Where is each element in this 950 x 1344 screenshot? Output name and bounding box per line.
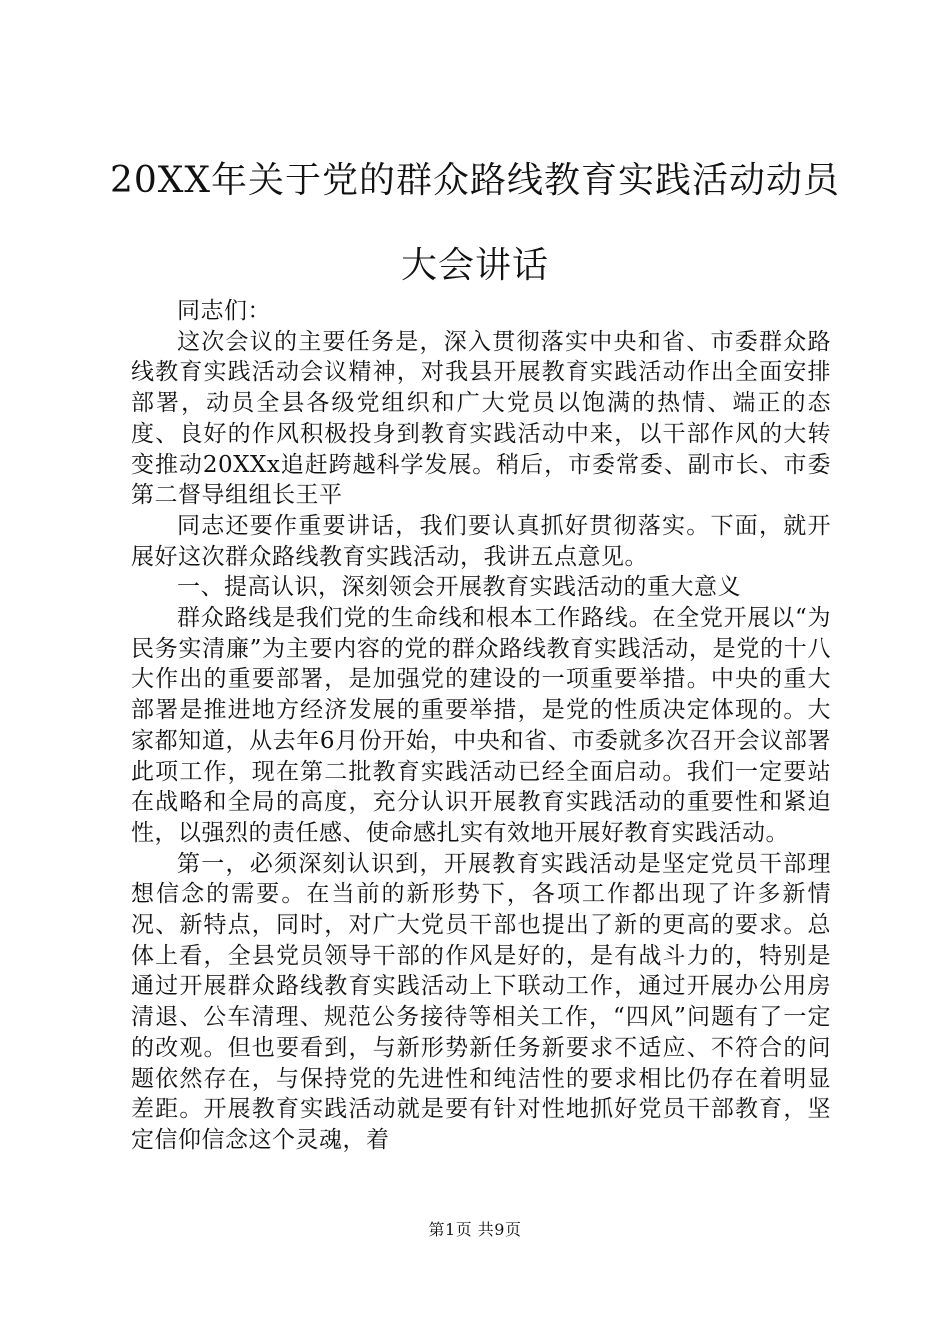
document-title-line-2: 大会讲话 [400,245,549,286]
body-paragraph: 第一，必须深刻认识到，开展教育实践活动是坚定党员干部理想信念的需要。在当前的新形势下，各项工作都出现了许多新情况、新特点，同时，对广大党员干部也提出了新的更高的要求。总体上看，全县党员领导干部的作风是好的，是有战斗力的，特别是通过开展群众路线教育实践活动上下联动工作，通过开展办公用房清退、公车清理、规范公务接待等相关工作，“四风”问题有了一定的改观。但也要看到，与新形势新任务新要求不适应、不符合的问题依然存在，与保持党的先进性和纯洁性的要求相比仍存在着明显差距。开展教育实践活动就是要有针对性地抓好党员干部教育，坚定信仰信念这个灵魂，着 [131,850,831,1153]
body-paragraph: 这次会议的主要任务是，深入贯彻落实中央和省、市委群众路线教育实践活动会议精神，对我县开展教育实践活动作出全面安排部署，动员全县各级党组织和广大党员以饱满的热情、端正的态度、良好的作风积极投身到教育实践活动中来，以干部作风的大转变推动20XXx追赶跨越科学发展。稍后，市委常委、副市长、市委第二督导组组长王平 [131,328,831,509]
document-body [131,296,831,1156]
body-paragraph: 群众路线是我们党的生命线和根本工作路线。在全党开展以“为民务实清廉”为主要内容的党的群众路线教育实践活动，是党的十八大作出的重要部署，是加强党的建设的一项重要举措。中央的重大部署是推进地方经济发展的重要举措，是党的性质决定体现的。大家都知道，从去年6月份开始，中央和省、市委就多次召开会议部署此项工作，现在第二批教育实践活动已经全面启动。我们一定要站在战略和全局的高度，充分认识开展教育实践活动的重要性和紧迫性，以强烈的责任感、使命感扎实有效地开展好教育实践活动。 [131,605,831,846]
document-title-line-1: 20XX年关于党的群众路线教育实践活动动员 [109,160,841,201]
body-paragraph: 同志还要作重要讲话，我们要认真抓好贯彻落实。下面，就开展好这次群众路线教育实践活动，我讲五点意见。 [131,512,831,570]
section-heading: 一、提高认识，深刻领会开展教育实践活动的重大意义 [177,574,741,601]
greeting-paragraph: 同志们： [177,298,271,324]
page-number-footer: 第1页 共9页 [428,1220,522,1239]
